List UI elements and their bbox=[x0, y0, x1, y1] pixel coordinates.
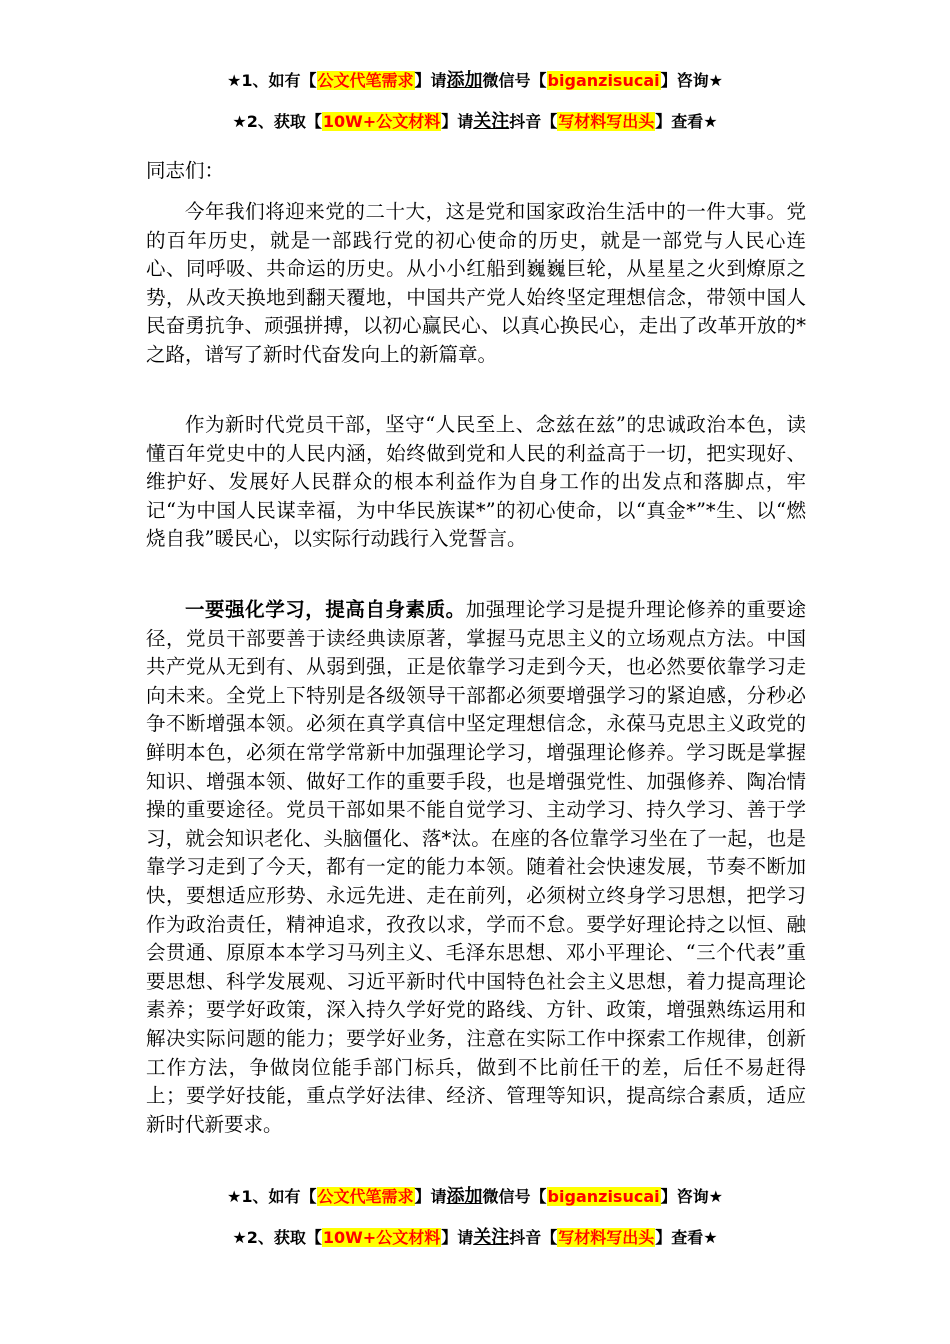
banner-highlight-id: biganzisucai bbox=[547, 1187, 660, 1206]
banner-emphasis: 关注 bbox=[473, 1227, 510, 1248]
promo-banner-wechat bbox=[0, 70, 950, 92]
banner-prefix: ★1、如有【 bbox=[227, 71, 317, 90]
paragraph-3-wrap bbox=[146, 596, 806, 1139]
banner-highlight: 公文代笔需求 bbox=[317, 71, 414, 90]
banner-text: 】请 bbox=[414, 1187, 447, 1206]
banner-highlight-id: 写材料写出头 bbox=[558, 1228, 655, 1247]
banner-text: 抖音【 bbox=[509, 1228, 558, 1247]
banner-prefix: ★2、获取【 bbox=[232, 1228, 322, 1247]
banner-emphasis: 添加 bbox=[446, 70, 483, 91]
banner-highlight: 10W+公文材料 bbox=[322, 1228, 441, 1247]
banner-emphasis: 关注 bbox=[473, 111, 510, 132]
banner-text: 】请 bbox=[414, 71, 447, 90]
paragraph-3-body: 加强理论学习是提升理论修养的重要途径，党员干部要善于读经典读原著，掌握马克思主义的立场观点方法。中国共产党从无到有、从弱到强，正是依靠学习走到今天，也必然要依靠学习走向未来。全党上下特别是各级领导干部都必须要增强学习的紧迫感，分秒必争不断增强本领。必须在真学真信中坚定理想信念，永葆马克思主义政党的鲜明本色，必须在常学常新中加强理论学习，增强理论修养。学习既是掌握知识、增强本领、做好工作的重要手段，也是增强党性、加强修养、陶冶情操的重要途径。党员干部如果不能自觉学习、主动学习、持久学习、善于学习，就会知识老化、头脑僵化、落*汰。在座的各位靠学习坐在了一起，也是靠学习走到了今天，都有一定的能力本领。随着社会快速发展，节奏不断加快，要想适应形势、永远先进、走在前列，必须树立终身学习思想，把学习作为政治责任，精神追求，孜孜以求，学而不怠。要学好理论持之以恒、融会贯通、原原本本学习马列主义、毛泽东思想、邓小平理论、“三个代表”重要思想、科学发展观、习近平新时代中国特色社会主义思想，着力提高理论素养；要学好政策，深入持久学好党的路线、方针、政策，增强熟练运用和解决实际问题的能力；要学好业务，注意在实际工作中探索工作规律，创新工作方法，争做岗位能手部门标兵，做到不比前任干的差，后任不易赶得上；要学好技能，重点学好法律、经济、管理等知识，提高综合素质，适应新时代新要求。 bbox=[146, 598, 806, 1136]
banner-highlight-id: 写材料写出头 bbox=[558, 112, 655, 131]
banner-emphasis: 添加 bbox=[446, 1186, 483, 1207]
paragraph-3-lead: 一要强化学习，提高自身素质。 bbox=[185, 598, 466, 621]
paragraph-2-wrap bbox=[146, 411, 806, 554]
greeting: 同志们： bbox=[146, 159, 225, 182]
paragraph-2: 作为新时代党员干部，坚守“人民至上、念兹在兹”的忠诚政治本色，读懂百年党史中的人民内涵，始终做到党和人民的利益高于一切，把实现好、维护好、发展好人民群众的根本利益作为自身工作的出发点和落脚点，牢记“为中国人民谋幸福，为中华民族谋*”的初心使命，以“真金*”*生、以“燃烧自我”暖民心，以实际行动践行入党誓言。 bbox=[146, 413, 806, 551]
banner-text: 】请 bbox=[441, 1228, 474, 1247]
paragraph-3 bbox=[146, 596, 806, 1139]
banner-suffix: 】查看★ bbox=[655, 1228, 718, 1247]
banner-prefix: ★1、如有【 bbox=[227, 1187, 317, 1206]
paragraph-1-wrap bbox=[146, 198, 806, 370]
banner-text: 抖音【 bbox=[509, 112, 558, 131]
banner-highlight: 10W+公文材料 bbox=[322, 112, 441, 131]
promo-banner-wechat-footer bbox=[0, 1186, 950, 1208]
promo-banner-douyin-footer bbox=[0, 1227, 950, 1249]
banner-suffix: 】咨询★ bbox=[660, 71, 723, 90]
banner-suffix: 】查看★ bbox=[655, 112, 718, 131]
banner-highlight: 公文代笔需求 bbox=[317, 1187, 414, 1206]
banner-text: 微信号【 bbox=[482, 71, 547, 90]
banner-prefix: ★2、获取【 bbox=[232, 112, 322, 131]
banner-highlight-id: biganzisucai bbox=[547, 71, 660, 90]
banner-text: 微信号【 bbox=[482, 1187, 547, 1206]
promo-banner-douyin bbox=[0, 111, 950, 133]
paragraph-1: 今年我们将迎来党的二十大，这是党和国家政治生活中的一件大事。党的百年历史，就是一部践行党的初心使命的历史，就是一部党与人民心连心、同呼吸、共命运的历史。从小小红船到巍巍巨轮，从星星之火到燎原之势，从改天换地到翻天覆地，中国共产党人始终坚定理想信念，带领中国人民奋勇抗争、顽强拼搏，以初心赢民心、以真心换民心，走出了改革开放的*之路，谱写了新时代奋发向上的新篇章。 bbox=[146, 200, 806, 366]
banner-text: 】请 bbox=[441, 112, 474, 131]
banner-suffix: 】咨询★ bbox=[660, 1187, 723, 1206]
